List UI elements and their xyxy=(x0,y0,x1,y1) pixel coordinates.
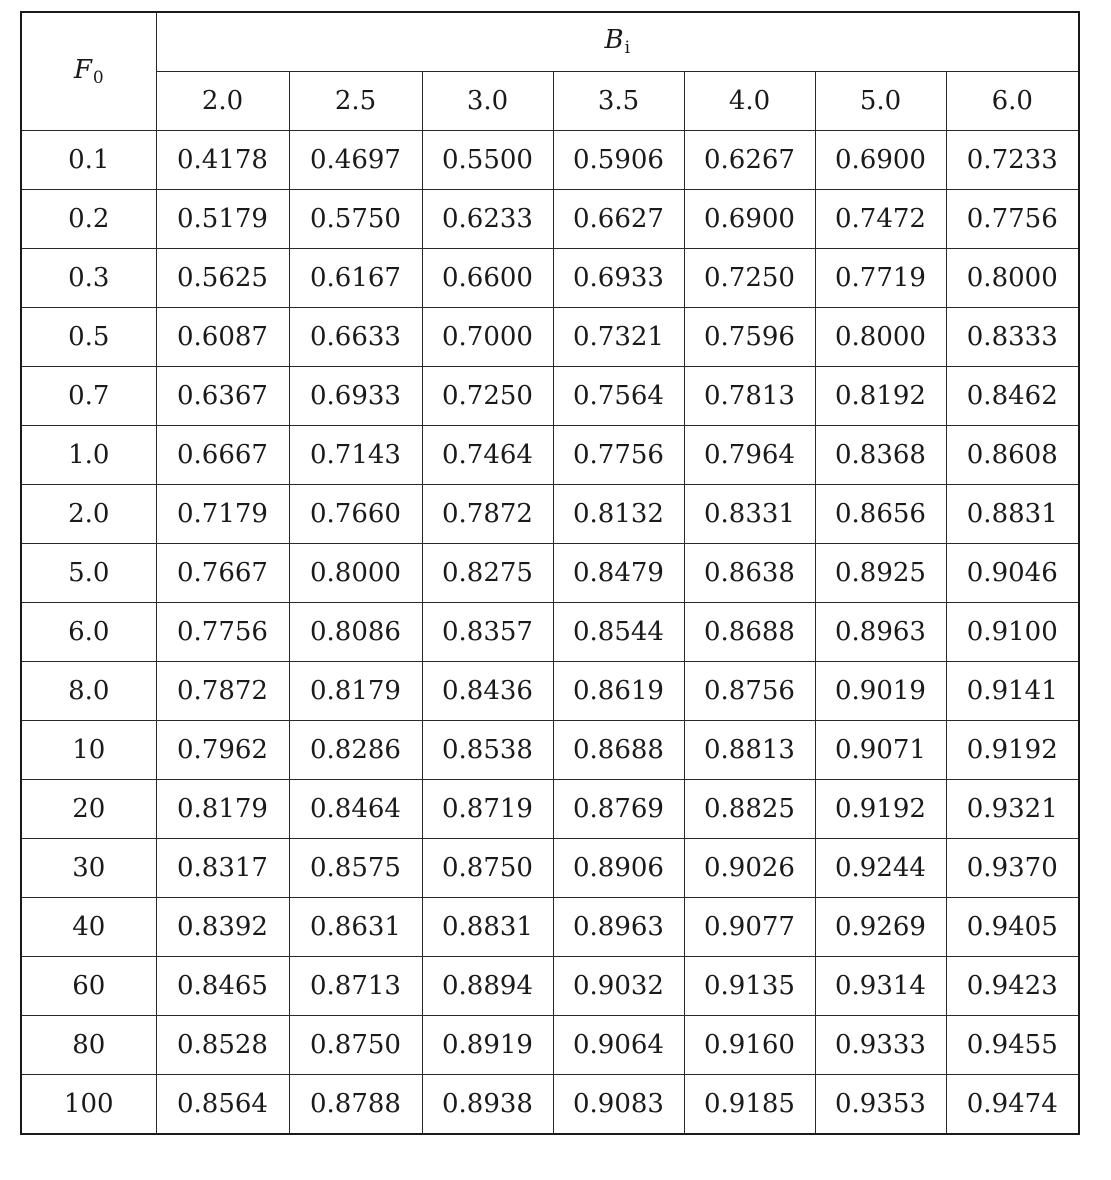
table-cell: 0.7813 xyxy=(684,366,815,425)
table-cell: 0.7719 xyxy=(815,248,946,307)
f0-symbol: F xyxy=(73,54,92,85)
column-header-bi-2-5: 2.5 xyxy=(289,71,422,130)
table-cell: 0.8086 xyxy=(289,602,422,661)
table-row xyxy=(21,957,1079,1016)
table-cell: 0.8638 xyxy=(684,543,815,602)
table-cell: 0.9269 xyxy=(815,898,946,957)
row-label-f0: 10 xyxy=(21,720,156,779)
table-cell: 0.5179 xyxy=(156,189,289,248)
table-row xyxy=(21,1016,1079,1075)
column-header-bi-4-0: 4.0 xyxy=(684,71,815,130)
table-cell: 0.9046 xyxy=(946,543,1079,602)
table-cell: 0.8919 xyxy=(422,1016,553,1075)
table-cell: 0.5750 xyxy=(289,189,422,248)
table-cell: 0.7143 xyxy=(289,425,422,484)
row-label-f0: 20 xyxy=(21,780,156,839)
table-cell: 0.8894 xyxy=(422,957,553,1016)
row-label-f0: 40 xyxy=(21,898,156,957)
table-cell: 0.9333 xyxy=(815,1016,946,1075)
table-cell: 0.8357 xyxy=(422,602,553,661)
table-cell: 0.8713 xyxy=(289,957,422,1016)
table-cell: 0.8192 xyxy=(815,366,946,425)
column-header-bi-3-0: 3.0 xyxy=(422,71,553,130)
table-cell: 0.8275 xyxy=(422,543,553,602)
table-cell: 0.8938 xyxy=(422,1075,553,1134)
column-header-bi-2-0: 2.0 xyxy=(156,71,289,130)
table-row xyxy=(21,839,1079,898)
table-cell: 0.5625 xyxy=(156,248,289,307)
table-cell: 0.5500 xyxy=(422,130,553,189)
table-cell: 0.8179 xyxy=(156,780,289,839)
table-cell: 0.8963 xyxy=(553,898,684,957)
table-cell: 0.6900 xyxy=(684,189,815,248)
table-body xyxy=(21,130,1079,1134)
table-cell: 0.8286 xyxy=(289,720,422,779)
table-cell: 0.7596 xyxy=(684,307,815,366)
table-cell: 0.8462 xyxy=(946,366,1079,425)
table-cell: 0.7472 xyxy=(815,189,946,248)
table-cell: 0.9019 xyxy=(815,661,946,720)
table-cell: 0.8000 xyxy=(289,543,422,602)
table-cell: 0.6633 xyxy=(289,307,422,366)
table-cell: 0.6933 xyxy=(553,248,684,307)
table-cell: 0.8750 xyxy=(289,1016,422,1075)
table-cell: 0.8906 xyxy=(553,839,684,898)
table-cell: 0.8392 xyxy=(156,898,289,957)
table-cell: 0.9071 xyxy=(815,720,946,779)
table-cell: 0.9026 xyxy=(684,839,815,898)
row-label-f0: 80 xyxy=(21,1016,156,1075)
table-cell: 0.7564 xyxy=(553,366,684,425)
table-cell: 0.4697 xyxy=(289,130,422,189)
row-label-f0: 1.0 xyxy=(21,425,156,484)
table-cell: 0.9100 xyxy=(946,602,1079,661)
table-cell: 0.8831 xyxy=(946,484,1079,543)
column-header-bi-6-0: 6.0 xyxy=(946,71,1079,130)
column-header-bi-3-5: 3.5 xyxy=(553,71,684,130)
table-cell: 0.8608 xyxy=(946,425,1079,484)
table-cell: 0.9321 xyxy=(946,780,1079,839)
table-cell: 0.9244 xyxy=(815,839,946,898)
row-label-f0: 0.1 xyxy=(21,130,156,189)
table-cell: 0.8575 xyxy=(289,839,422,898)
table-cell: 0.8333 xyxy=(946,307,1079,366)
table-row xyxy=(21,307,1079,366)
table-row xyxy=(21,425,1079,484)
table-row xyxy=(21,780,1079,839)
table-cell: 0.9160 xyxy=(684,1016,815,1075)
column-header-row xyxy=(21,71,1079,130)
table-cell: 0.7000 xyxy=(422,307,553,366)
table-cell: 0.8656 xyxy=(815,484,946,543)
table-row xyxy=(21,1075,1079,1134)
table-cell: 0.8368 xyxy=(815,425,946,484)
table-cell: 0.8831 xyxy=(422,898,553,957)
table-cell: 0.7872 xyxy=(156,661,289,720)
table-cell: 0.8825 xyxy=(684,780,815,839)
row-label-f0: 5.0 xyxy=(21,543,156,602)
table-cell: 0.8528 xyxy=(156,1016,289,1075)
table-cell: 0.7179 xyxy=(156,484,289,543)
table-cell: 0.6233 xyxy=(422,189,553,248)
table-cell: 0.8750 xyxy=(422,839,553,898)
table-cell: 0.8564 xyxy=(156,1075,289,1134)
table-cell: 0.8688 xyxy=(684,602,815,661)
table-cell: 0.9192 xyxy=(815,780,946,839)
row-label-f0: 60 xyxy=(21,957,156,1016)
data-table xyxy=(20,11,1080,1135)
table-cell: 0.4178 xyxy=(156,130,289,189)
table-cell: 0.7233 xyxy=(946,130,1079,189)
table-cell: 0.9474 xyxy=(946,1075,1079,1134)
table-cell: 0.9185 xyxy=(684,1075,815,1134)
table-cell: 0.9032 xyxy=(553,957,684,1016)
table-cell: 0.7962 xyxy=(156,720,289,779)
table-cell: 0.9370 xyxy=(946,839,1079,898)
table-cell: 0.9405 xyxy=(946,898,1079,957)
table-cell: 0.9455 xyxy=(946,1016,1079,1075)
table-cell: 0.8436 xyxy=(422,661,553,720)
table-row xyxy=(21,130,1079,189)
table-cell: 0.6933 xyxy=(289,366,422,425)
table-cell: 0.8544 xyxy=(553,602,684,661)
table-cell: 0.6267 xyxy=(684,130,815,189)
table-cell: 0.5906 xyxy=(553,130,684,189)
row-label-f0: 0.2 xyxy=(21,189,156,248)
table-cell: 0.9064 xyxy=(553,1016,684,1075)
table-cell: 0.8925 xyxy=(815,543,946,602)
table-cell: 0.8756 xyxy=(684,661,815,720)
table-cell: 0.7872 xyxy=(422,484,553,543)
table-header xyxy=(21,12,1079,130)
table-cell: 0.8179 xyxy=(289,661,422,720)
table-row xyxy=(21,602,1079,661)
table-cell: 0.6900 xyxy=(815,130,946,189)
bi-subscript: i xyxy=(624,38,631,59)
row-label-f0: 0.3 xyxy=(21,248,156,307)
table-cell: 0.9314 xyxy=(815,957,946,1016)
bi-header-cell xyxy=(156,12,1079,71)
row-label-f0: 0.7 xyxy=(21,366,156,425)
table-cell: 0.8788 xyxy=(289,1075,422,1134)
row-label-f0: 6.0 xyxy=(21,602,156,661)
table-cell: 0.8769 xyxy=(553,780,684,839)
table-cell: 0.8000 xyxy=(815,307,946,366)
row-label-f0: 8.0 xyxy=(21,661,156,720)
column-header-bi-5-0: 5.0 xyxy=(815,71,946,130)
table-cell: 0.8465 xyxy=(156,957,289,1016)
table-cell: 0.9077 xyxy=(684,898,815,957)
table-cell: 0.9423 xyxy=(946,957,1079,1016)
table-cell: 0.8132 xyxy=(553,484,684,543)
table-cell: 0.8963 xyxy=(815,602,946,661)
bi-symbol: B xyxy=(604,25,624,56)
table-cell: 0.9353 xyxy=(815,1075,946,1134)
f0-subscript: 0 xyxy=(92,67,104,88)
table-cell: 0.7756 xyxy=(553,425,684,484)
table-row xyxy=(21,189,1079,248)
row-label-f0: 30 xyxy=(21,839,156,898)
table-cell: 0.7756 xyxy=(946,189,1079,248)
table-cell: 0.7964 xyxy=(684,425,815,484)
f0-header-cell xyxy=(21,12,156,130)
table-cell: 0.6367 xyxy=(156,366,289,425)
table-cell: 0.8331 xyxy=(684,484,815,543)
table-row xyxy=(21,248,1079,307)
table-cell: 0.9135 xyxy=(684,957,815,1016)
table-cell: 0.7667 xyxy=(156,543,289,602)
table-cell: 0.6167 xyxy=(289,248,422,307)
table-cell: 0.7756 xyxy=(156,602,289,661)
table-cell: 0.9192 xyxy=(946,720,1079,779)
row-label-f0: 2.0 xyxy=(21,484,156,543)
table-cell: 0.8000 xyxy=(946,248,1079,307)
table-cell: 0.7250 xyxy=(422,366,553,425)
table-cell: 0.8538 xyxy=(422,720,553,779)
table-cell: 0.7660 xyxy=(289,484,422,543)
row-label-f0: 0.5 xyxy=(21,307,156,366)
table-cell: 0.7464 xyxy=(422,425,553,484)
table-row xyxy=(21,661,1079,720)
table-cell: 0.8619 xyxy=(553,661,684,720)
table-cell: 0.8688 xyxy=(553,720,684,779)
table-cell: 0.8631 xyxy=(289,898,422,957)
table-cell: 0.6087 xyxy=(156,307,289,366)
table-cell: 0.8464 xyxy=(289,780,422,839)
table-row xyxy=(21,366,1079,425)
table-cell: 0.6600 xyxy=(422,248,553,307)
table-cell: 0.8813 xyxy=(684,720,815,779)
table-cell: 0.6627 xyxy=(553,189,684,248)
table-cell: 0.9083 xyxy=(553,1075,684,1134)
table-row xyxy=(21,720,1079,779)
table-row xyxy=(21,484,1079,543)
table-cell: 0.6667 xyxy=(156,425,289,484)
table-cell: 0.8317 xyxy=(156,839,289,898)
table-row xyxy=(21,898,1079,957)
table-cell: 0.8719 xyxy=(422,780,553,839)
table-cell: 0.9141 xyxy=(946,661,1079,720)
row-label-f0: 100 xyxy=(21,1075,156,1134)
table-cell: 0.7250 xyxy=(684,248,815,307)
table-cell: 0.7321 xyxy=(553,307,684,366)
table-cell: 0.8479 xyxy=(553,543,684,602)
table-row xyxy=(21,543,1079,602)
